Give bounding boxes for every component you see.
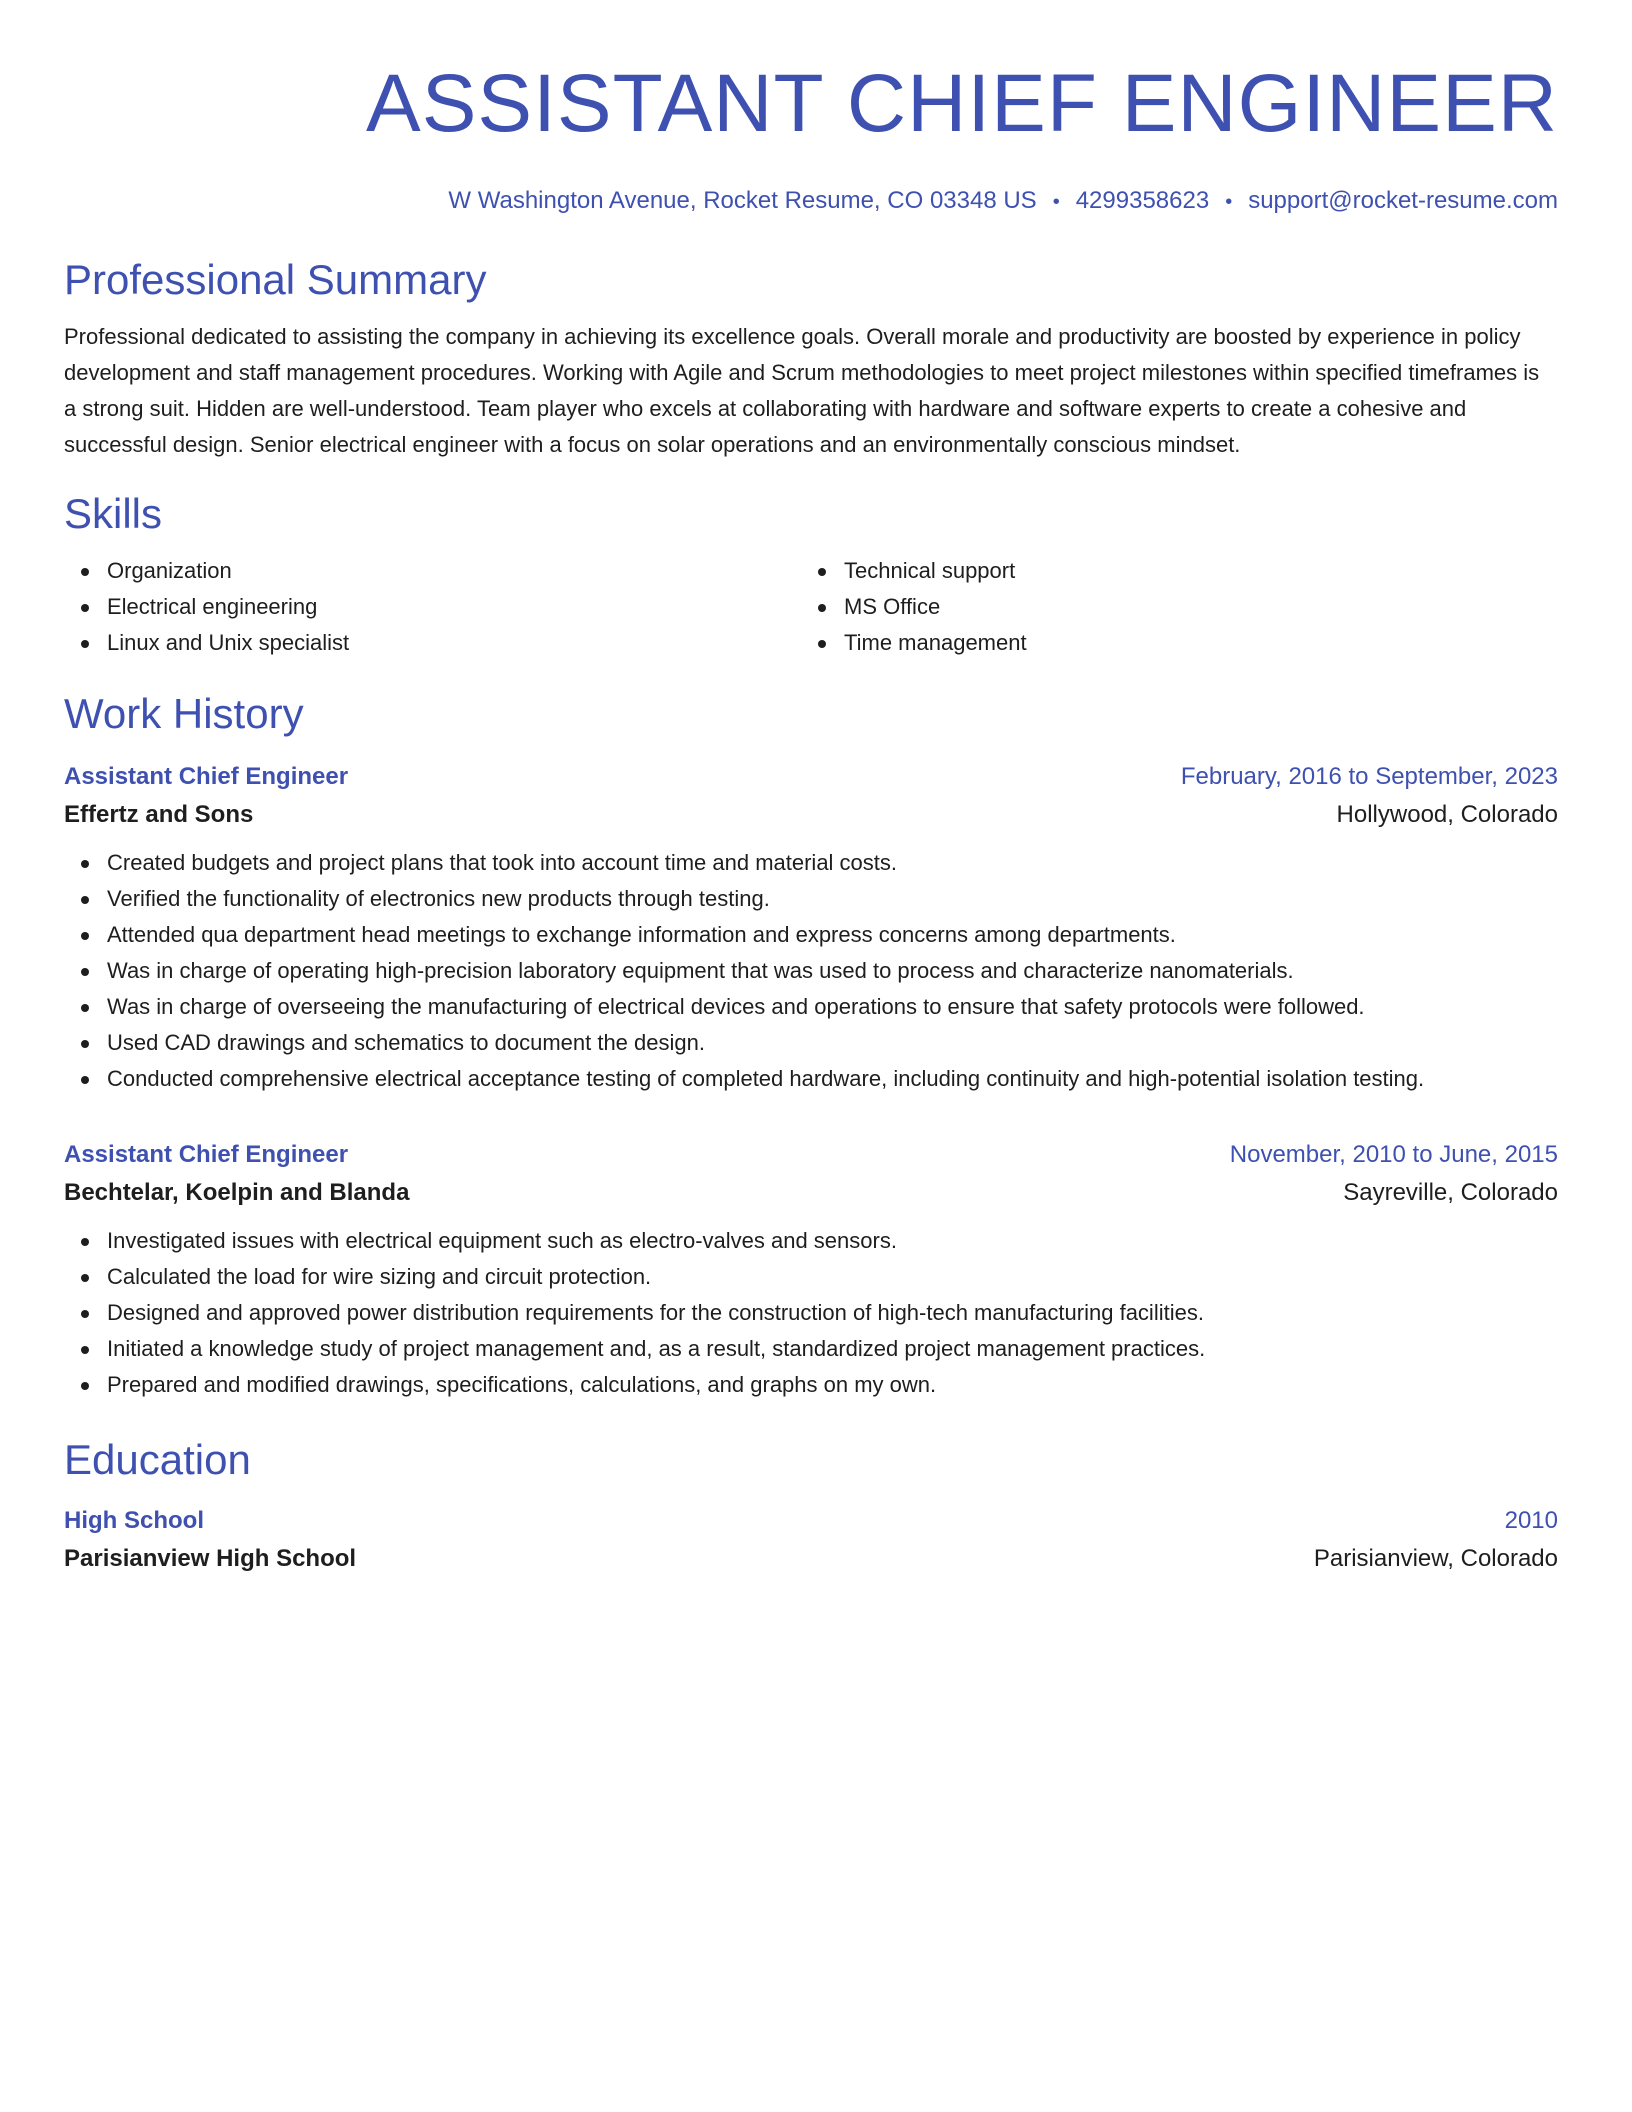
work-history-heading: Work History (64, 690, 304, 737)
job-header-row (64, 759, 1558, 795)
job-bullet: Used CAD drawings and schematics to document the design. (64, 1025, 1558, 1061)
job-bullet: Attended qua department head meetings to exchange information and express concerns among departments. (64, 917, 1558, 953)
skills-list (64, 553, 1558, 661)
education-location: Parisianview, Colorado (1313, 1545, 1558, 1572)
job-location: Sayreville, Colorado (1343, 1179, 1558, 1206)
education-header-row (64, 1503, 1558, 1539)
job-bullet: Investigated issues with electrical equipment such as electro-valves and sensors. (64, 1223, 1558, 1259)
skills-column-right (801, 553, 1538, 661)
job-bullet: Was in charge of overseeing the manufacturing of electrical devices and operations to ensure that safety protocols were followed. (64, 989, 1558, 1025)
job-company-row (64, 1173, 1558, 1213)
job-role: Assistant Chief Engineer (64, 1141, 349, 1168)
education-degree: High School (64, 1507, 204, 1534)
education-year: 2010 (1504, 1507, 1558, 1534)
summary-heading: Professional Summary (64, 256, 487, 303)
job-entry (64, 759, 1558, 1097)
job-bullet: Verified the functionality of electronics new products through testing. (64, 881, 1558, 917)
skill-item: Organization (64, 553, 801, 589)
job-company-row (64, 795, 1558, 835)
job-location: Hollywood, Colorado (1336, 801, 1558, 828)
skill-item: Electrical engineering (64, 589, 801, 625)
education-school: Parisianview High School (64, 1545, 357, 1572)
job-bullets (64, 1223, 1558, 1403)
education-heading: Education (64, 1436, 251, 1483)
skills-column-left (64, 553, 801, 661)
skill-item: Time management (801, 625, 1538, 661)
job-company: Effertz and Sons (64, 801, 254, 828)
summary-text: Professional dedicated to assisting the company in achieving its excellence goals. Overall morale and productivity are boosted by experience in policy development and staff management procedures. Working with Agile and Scrum methodologies to meet project milestones within specified timeframes is a strong suit. Hidden are well-understood. Team player who excels at collaborating with hardware and software experts to create a cohesive and successful design. Senior electrical engineer with a focus on solar operations and an environmentally conscious mindset. (64, 324, 1540, 457)
job-company: Bechtelar, Koelpin and Blanda (64, 1179, 410, 1206)
contact-phone: 4299358623 (1075, 187, 1210, 214)
job-bullets (64, 845, 1558, 1097)
job-header-row (64, 1137, 1558, 1173)
skills-heading: Skills (64, 490, 163, 537)
job-entry (64, 1137, 1558, 1403)
skill-item: MS Office (801, 589, 1538, 625)
job-bullet: Created budgets and project plans that took into account time and material costs. (64, 845, 1558, 881)
education-entry (64, 1503, 1558, 1579)
contact-separator: • (1225, 191, 1233, 213)
skill-item: Technical support (801, 553, 1538, 589)
job-bullet: Initiated a knowledge study of project management and, as a result, standardized project management practices. (64, 1331, 1558, 1367)
contact-address: W Washington Avenue, Rocket Resume, CO 03348 US (448, 187, 1037, 214)
job-bullet: Conducted comprehensive electrical acceptance testing of completed hardware, including continuity and high-potential isolation testing. (64, 1061, 1558, 1097)
job-role: Assistant Chief Engineer (64, 763, 349, 790)
contact-separator: • (1052, 191, 1060, 213)
job-bullet: Calculated the load for wire sizing and circuit protection. (64, 1259, 1558, 1295)
job-dates: November, 2010 to June, 2015 (1229, 1141, 1558, 1168)
contact-email: support@rocket-resume.com (1248, 187, 1558, 214)
education-school-row (64, 1539, 1558, 1579)
skill-item: Linux and Unix specialist (64, 625, 801, 661)
contact-line (64, 186, 1558, 217)
job-bullet: Prepared and modified drawings, specifications, calculations, and graphs on my own. (64, 1367, 1558, 1403)
job-bullet: Designed and approved power distribution requirements for the construction of high-tech manufacturing facilities. (64, 1295, 1558, 1331)
job-dates: February, 2016 to September, 2023 (1180, 763, 1558, 790)
resume-title: ASSISTANT CHIEF ENGINEER (366, 58, 1558, 149)
resume-page (64, 0, 1558, 1579)
job-bullet: Was in charge of operating high-precision laboratory equipment that was used to process and characterize nanomaterials. (64, 953, 1558, 989)
